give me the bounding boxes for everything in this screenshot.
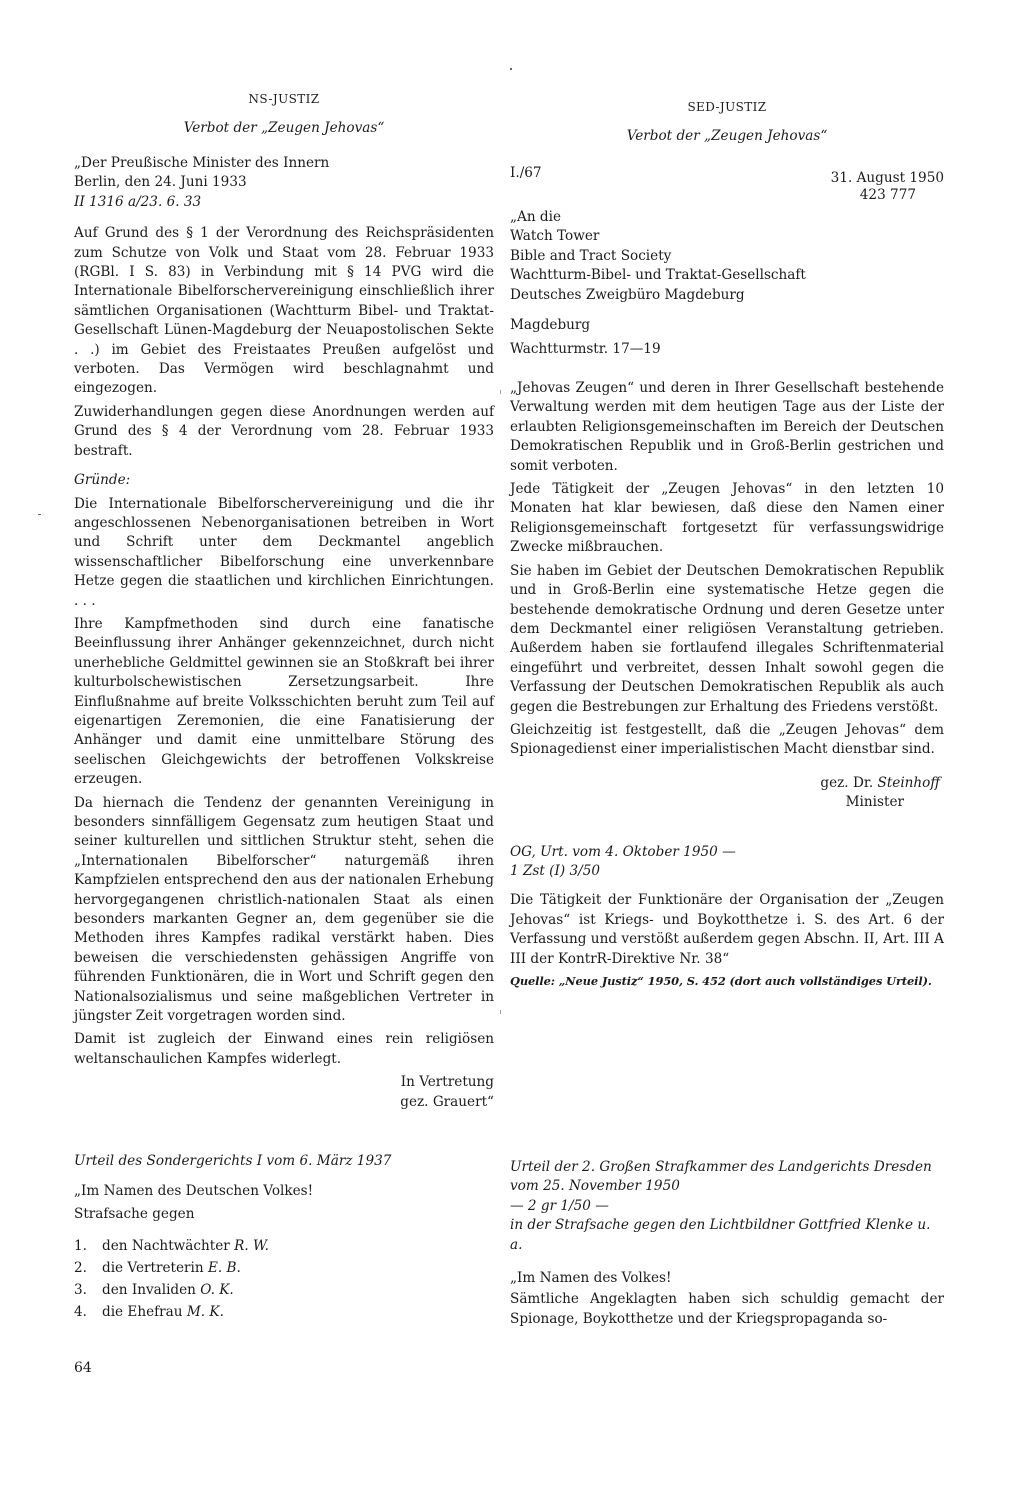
signature-title: Minister	[845, 794, 904, 811]
paragraph: Zuwiderhandlungen gegen diese Anordnungen werden auf Grund des § 4 der Verordnung vom 28. Februar 1933 bestraft.	[74, 403, 494, 459]
sondergericht-section	[74, 1152, 494, 1323]
address-line: „An die	[510, 209, 562, 225]
page-number: 64	[74, 1360, 92, 1376]
address-line: Bible and Tract Society	[510, 247, 672, 264]
signature-name: Steinhoff	[877, 774, 940, 791]
city-line: Wachtturmstr. 17—19	[510, 341, 661, 358]
scan-mark	[500, 1010, 501, 1014]
address-line: Deutsches Zweigbüro Magdeburg	[510, 286, 745, 303]
paragraph: Die Internationale Bibelforschervereinigung und die ihr angeschlossenen Nebenorganisationen betreiben in Wort und Schrift unter dem Deckmantel angeblich wissenschaftlicher Bibelforschung eine unverkennbare Hetze gegen die staatlichen und kirchlichen Einrichtungen. . . .	[74, 495, 494, 609]
opening-line: „Im Namen des Deutschen Volkes!	[74, 1183, 314, 1200]
paragraph: Sämtliche Angeklagten haben sich schuldig gemacht der Spionage, Boykotthetze und der Kriegspropaganda so-	[510, 1291, 944, 1327]
paragraph: „Jehovas Zeugen“ und deren in Ihrer Gesellschaft bestehende Verwaltung werden mit dem heutigen Tage aus der Liste der erlaubten Religionsgemeinschaften im Bereich der Deutschen Demokratischen Republik und in Groß-Berlin gestrichen und somit verboten.	[510, 380, 944, 474]
sender-line: „Der Preußische Minister des Innern	[74, 155, 330, 171]
landgericht-section	[510, 1158, 944, 1329]
og-line: OG, Urt. vom 4. Oktober 1950 —	[510, 843, 736, 860]
address-line: Wachtturm-Bibel- und Traktat-Gesellschaft	[510, 267, 806, 284]
reference-number: II 1316 a/23. 6. 33	[74, 193, 202, 210]
column-subheader: Verbot der „Zeugen Jehovas“	[626, 128, 828, 144]
og-block	[510, 843, 944, 882]
city-line: Magdeburg	[510, 317, 591, 334]
ns-justiz-column	[74, 90, 494, 1112]
paragraph: Da hiernach die Tendenz der genannten Vereinigung in besonders sinnfälligem Gegensatz zum heutigen Staat und seiner kulturellen und sittlichen Struktur steht, sehen die „Internationalen Bibelforscher“ naturgemäß ihren Kampfzielen entsprechend den aus der nationalen Erhebung hervorgegangenen christlich-nationalen Staat als einen besonders markanten Gegner an, dem gegenüber sie die Methoden ihres Kampfes radikal verstärkt haben. Dies beweisen die verschiedensten gehässigen Angriffe von führenden Funktionären, die in Wort und Schrift gegen den Nationalsozialismus und seine maßgeblichen Vertreter in jüngster Zeit vorgetragen worden sind.	[74, 794, 494, 1025]
signature-block	[510, 774, 944, 813]
sed-justiz-column	[510, 98, 944, 989]
paragraph: Jede Tätigkeit der „Zeugen Jehovas“ in den letzten 10 Monaten hat klar bewiesen, daß diese den Namen einer Religionsgemeinschaft fortgesetzt für verfassungswidrige Zwecke mißbrauchen.	[510, 481, 944, 556]
signature-line: In Vertretung	[400, 1074, 494, 1091]
address-line: Watch Tower	[510, 228, 600, 245]
list-item: 4. die Ehefrau M. K.	[74, 1304, 224, 1321]
paragraph: Gleichzeitig ist festgestellt, daß die „Zeugen Jehovas“ dem Spionagedienst einer imperialistischen Macht dienstbar sind.	[510, 721, 944, 758]
sender-line: Berlin, den 24. Juni 1933	[74, 174, 247, 191]
column-header: NS-JUSTIZ	[248, 92, 320, 106]
reference-number: I./67	[510, 165, 542, 181]
reference-row	[510, 164, 944, 204]
paragraph: Ihre Kampfmethoden sind durch eine fanatische Beeinflussung ihrer Anhänger gekennzeichnet, durch nicht unerhebliche Geldmittel gewinnen sie an Stoßkraft bei ihrer kulturbolschewistischen Zersetzungsarbeit. Ihre Einflußnahme auf breite Volksschichten beruht zum Teil auf eigenartigen Zeremonien, die eine Fanatisierung der Anhänger und damit eine unmittelbare Störung des seelischen Gleichgewichts der betroffenen Volkskreise erzeugen.	[74, 615, 494, 788]
defendant-list	[74, 1235, 494, 1323]
date-block	[744, 170, 944, 204]
case-description: in der Strafsache gegen den Lichtbildner Gottfried Klenke u. a.	[510, 1217, 931, 1253]
opening-line: Strafsache gegen	[74, 1206, 195, 1223]
opening-line: „Im Namen des Volkes!	[510, 1270, 672, 1287]
paragraph: Sie haben im Gebiet der Deutschen Demokratischen Republik und in Groß-Berlin eine systematische Hetze gegen die bestehende demokratische Ordnung und deren Gesetze unter dem Deckmantel einer religiösen Veranstaltung getrieben. Außerdem haben sie fortlaufend illegales Schriftenmaterial eingeführt und verbreitet, dessen Inhalt sowohl gegen die Verfassung der Deutschen Demokratischen Republik als auch gegen die Bestrebungen zur Erhaltung des Friedens verstößt.	[510, 562, 944, 715]
paragraph: Damit ist zugleich der Einwand eines rein religiösen weltanschaulichen Kampfes widerlegt.	[74, 1031, 494, 1067]
city-block	[510, 313, 944, 361]
column-header: SED-JUSTIZ	[687, 100, 767, 114]
og-paragraph: Die Tätigkeit der Funktionäre der Organisation der „Zeugen Jehovas“ ist Kriegs- und Boykotthetze i. S. des Art. 6 der Verfassung und verstößt außerdem gegen Abschn. II, Art. III A III der KontrR-Direktive Nr. 38“	[510, 892, 944, 967]
source-note: Quelle: „Neue Justiz“ 1950, S. 452 (dort auch vollständiges Urteil).	[510, 974, 932, 988]
sender-block	[74, 154, 494, 212]
signature-prefix: gez. Dr.	[820, 774, 874, 791]
og-line: 1 Zst (I) 3/50	[510, 862, 600, 879]
section-heading: Urteil des Sondergerichts I vom 6. März 1937	[74, 1153, 392, 1169]
list-item: 1. den Nachtwächter R. W.	[74, 1238, 269, 1255]
list-item: 3. den Invaliden O. K.	[74, 1282, 234, 1299]
signature-line	[510, 774, 940, 793]
signature-block	[74, 1073, 494, 1112]
scan-mark	[500, 390, 501, 394]
gruende-heading: Gründe:	[74, 472, 131, 489]
document-number: 423 777	[859, 187, 916, 203]
scan-mark	[38, 514, 41, 515]
case-number: — 2 gr 1/50 —	[510, 1197, 609, 1214]
address-block	[510, 208, 944, 305]
list-item: 2. die Vertreterin E. B.	[74, 1260, 241, 1277]
letter-date: 31. August 1950	[830, 170, 944, 186]
column-subheader: Verbot der „Zeugen Jehovas“	[183, 120, 385, 136]
paragraph: Auf Grund des § 1 der Verordnung des Reichspräsidenten zum Schutze von Volk und Staat vom 28. Februar 1933 (RGBl. I S. 83) in Verbindung mit § 14 PVG wird die Internationale Bibelforschervereinigung einschließlich ihrer sämtlichen Organisationen (Wachtturm Bibel- und Traktat-Gesellschaft Lünen-Magdeburg der Neuapostolischen Sekte . .) im Gebiet des Freistaates Preußen aufgelöst und verboten. Das Vermögen wird beschlagnahmt und eingezogen.	[74, 225, 494, 397]
signature-line: gez. Grauert“	[400, 1093, 494, 1110]
scan-mark	[510, 68, 512, 70]
section-heading: Urteil der 2. Großen Strafkammer des Landgerichts Dresden vom 25. November 1950	[510, 1159, 932, 1195]
